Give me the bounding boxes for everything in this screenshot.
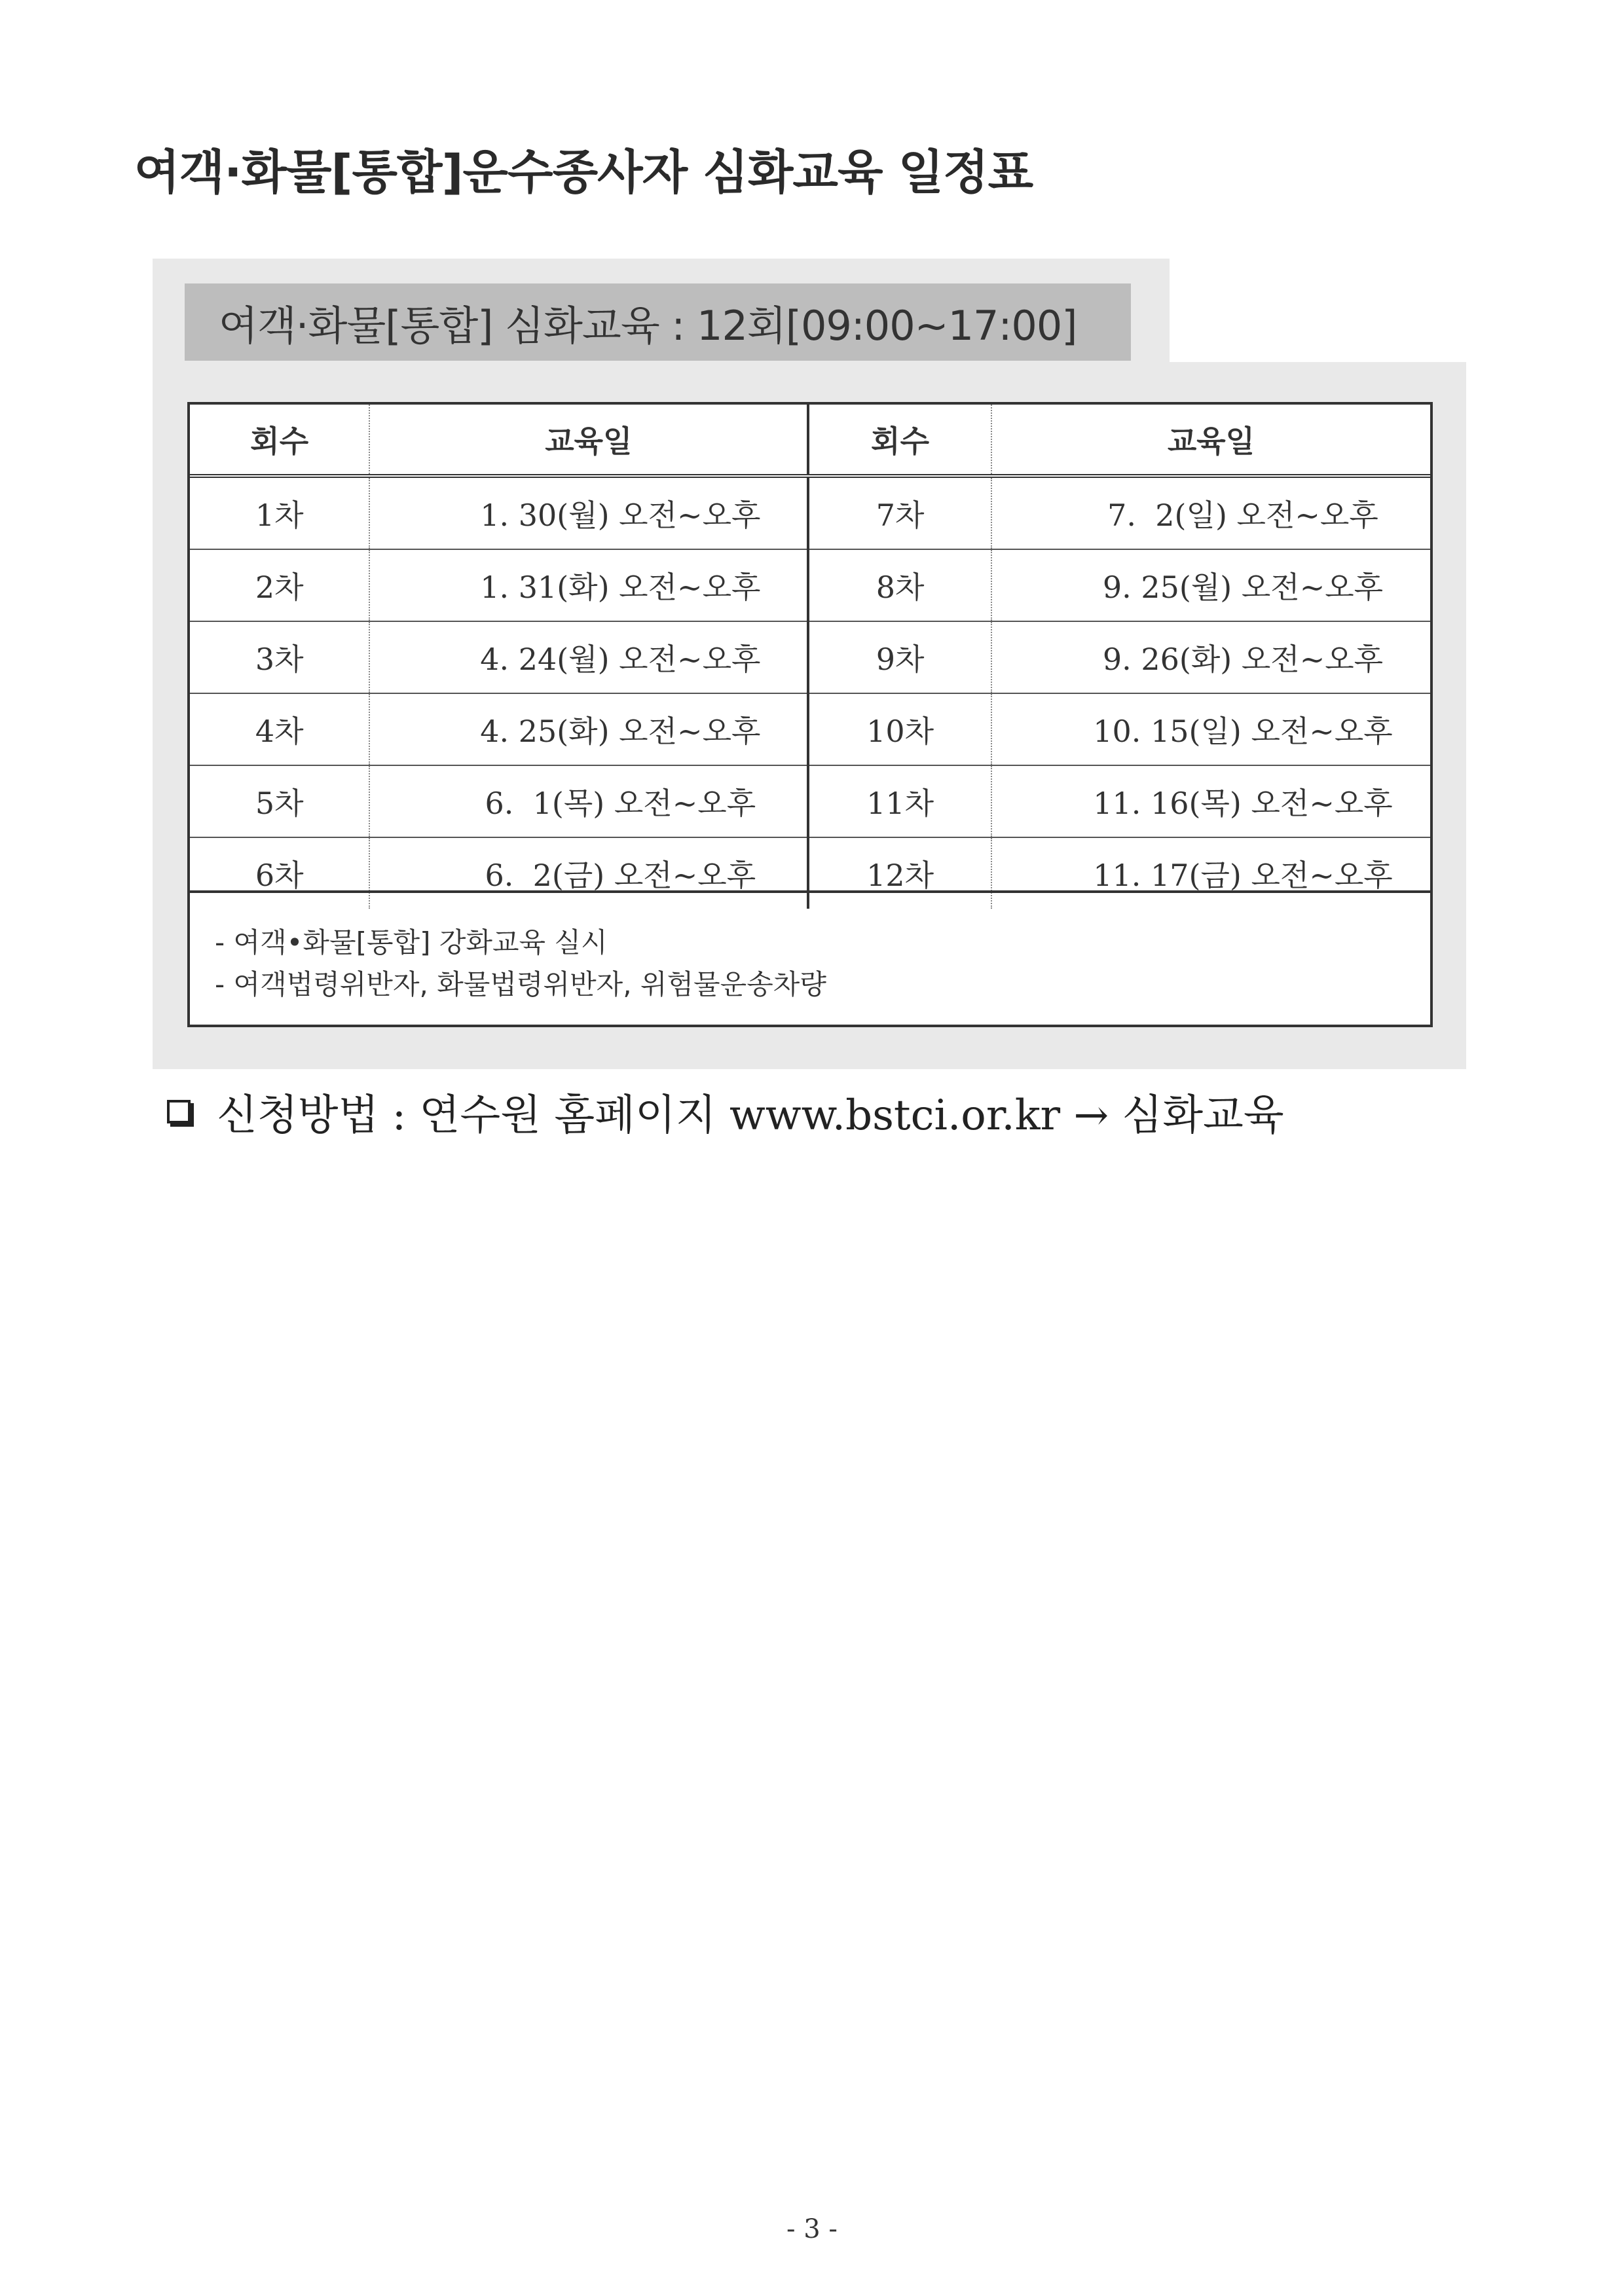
schedule-box [187, 402, 1433, 1027]
round-cell: 10차 [808, 693, 991, 765]
date-cell: 11. 17(금) 오전~오후 [991, 837, 1430, 909]
date-cell: 1. 31(화) 오전~오후 [369, 549, 808, 621]
table-row [190, 765, 1430, 837]
header-round-right: 회수 [808, 405, 991, 476]
date-cell: 1. 30(월) 오전~오후 [369, 476, 808, 549]
round-cell: 4차 [190, 693, 369, 765]
round-cell: 3차 [190, 621, 369, 693]
round-cell: 9차 [808, 621, 991, 693]
table-row [190, 549, 1430, 621]
page-title: 여객·화물[통합]운수종사자 심화교육 일정표 [134, 145, 1033, 200]
session-banner: 여객·화물[통합] 심화교육 : 12회[09:00~17:00] [185, 283, 1131, 361]
header-date-left: 교육일 [369, 405, 808, 476]
checkbox-bullet-icon [167, 1100, 191, 1123]
round-cell: 12차 [808, 837, 991, 909]
apply-method [167, 1082, 1284, 1142]
page-number: - 3 - [786, 2214, 838, 2244]
table-row [190, 693, 1430, 765]
note-line: - 여객법령위반자, 화물법령위반자, 위험물운송차량 [215, 968, 826, 1000]
round-cell: 11차 [808, 765, 991, 837]
apply-method-text: 신청방법 : 연수원 홈페이지 www.bstci.or.kr → 심화교육 [217, 1091, 1284, 1140]
date-cell: 9. 25(월) 오전~오후 [991, 549, 1430, 621]
date-cell: 11. 16(목) 오전~오후 [991, 765, 1430, 837]
table-row [190, 476, 1430, 549]
date-cell: 6. 1(목) 오전~오후 [369, 765, 808, 837]
panel-notch [1170, 259, 1466, 362]
table-header-row [190, 405, 1430, 476]
round-cell: 6차 [190, 837, 369, 909]
date-cell: 9. 26(화) 오전~오후 [991, 621, 1430, 693]
date-cell: 4. 25(화) 오전~오후 [369, 693, 808, 765]
note-line: - 여객•화물[통합] 강화교육 실시 [215, 926, 608, 958]
header-round-left: 회수 [190, 405, 369, 476]
round-cell: 7차 [808, 476, 991, 549]
round-cell: 2차 [190, 549, 369, 621]
schedule-table [190, 405, 1430, 909]
round-cell: 8차 [808, 549, 991, 621]
date-cell: 10. 15(일) 오전~오후 [991, 693, 1430, 765]
header-date-right: 교육일 [991, 405, 1430, 476]
notes-box [190, 890, 1430, 1025]
round-cell: 5차 [190, 765, 369, 837]
date-cell: 7. 2(일) 오전~오후 [991, 476, 1430, 549]
table-row [190, 621, 1430, 693]
date-cell: 4. 24(월) 오전~오후 [369, 621, 808, 693]
round-cell: 1차 [255, 498, 304, 533]
date-cell: 6. 2(금) 오전~오후 [369, 837, 808, 909]
